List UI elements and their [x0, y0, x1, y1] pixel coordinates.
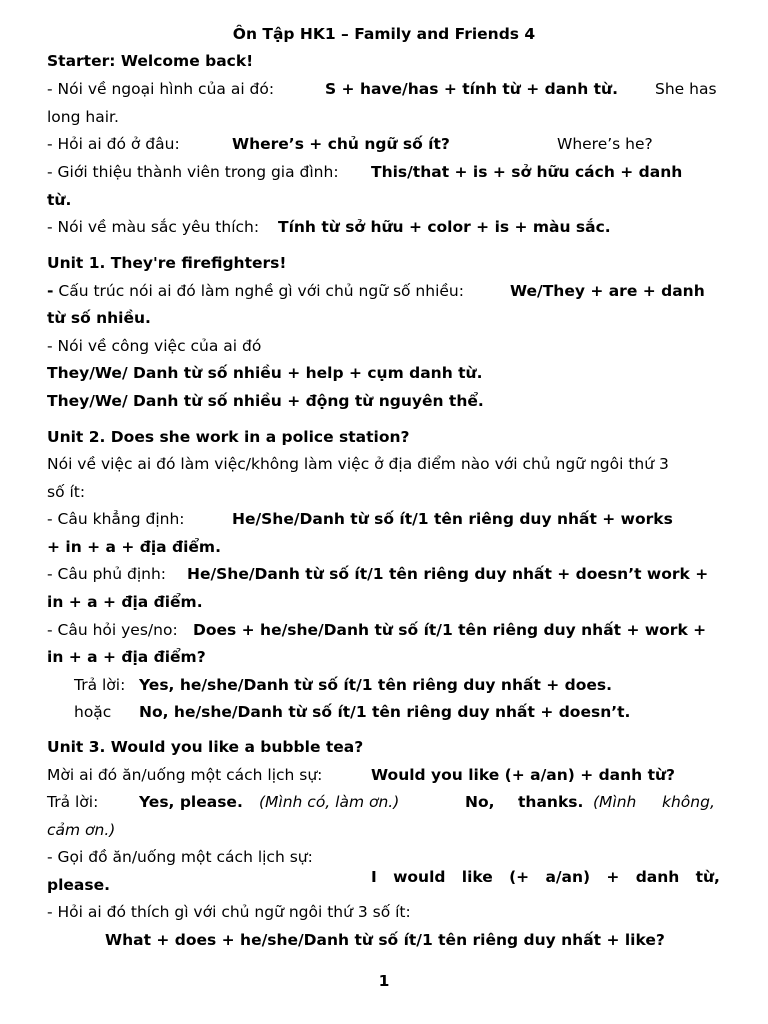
page-number: 1: [378, 972, 390, 990]
unit3-reply-line: [47, 792, 722, 812]
question-label: - Câu hỏi yes/no:: [47, 621, 178, 639]
where-formula: Where’s + chủ ngữ số ít?: [232, 135, 450, 153]
reply-label: Trả lời:: [47, 793, 99, 811]
answer-or-label: hoặc: [74, 703, 112, 721]
order-label: - Gọi đồ ăn/uống một cách lịch sự:: [47, 848, 313, 866]
negative-label: - Câu phủ định:: [47, 565, 167, 583]
starter-heading: Starter: Welcome back!: [47, 52, 254, 70]
reply-no-note-cont: cảm ơn.): [47, 821, 116, 839]
negative-formula: He/She/Danh từ số ít/1 tên riêng duy nhất + doesn’t work +: [187, 565, 709, 583]
document-title: Ôn Tập HK1 – Family and Friends 4: [232, 25, 536, 43]
question-formula-cont: in + a + địa điểm?: [47, 648, 206, 666]
unit2-question-line: [47, 620, 722, 640]
answer-yes: Yes, he/she/Danh từ số ít/1 tên riêng duy nhất + does.: [139, 676, 612, 694]
order-word: like: [461, 868, 493, 886]
unit2-intro: Nói về việc ai đó làm việc/không làm việc ở địa điểm nào với chủ ngữ ngôi thứ 3: [47, 455, 669, 473]
order-word: would: [393, 868, 446, 886]
family-formula-cont: từ.: [47, 191, 72, 209]
unit1-structure-line: [47, 281, 722, 301]
unit1-pattern-verb: They/We/ Danh từ số nhiều + động từ nguyên thể.: [47, 392, 484, 410]
unit2-affirmative-line: [47, 509, 722, 529]
unit1-pattern-help: They/We/ Danh từ số nhiều + help + cụm danh từ.: [47, 364, 483, 382]
order-word: (+: [509, 868, 530, 886]
unit1-work-label: - Nói về công việc của ai đó: [47, 337, 262, 355]
reply-no: No,: [465, 793, 495, 811]
question-formula: Does + he/she/Danh từ số ít/1 tên riêng duy nhất + work +: [193, 621, 707, 639]
starter-family-line: [47, 162, 722, 182]
order-word: danh: [635, 868, 680, 886]
negative-formula-cont: in + a + địa điểm.: [47, 593, 203, 611]
structure-label: Cấu trúc nói ai đó làm nghề gì với chủ ngữ số nhiều:: [58, 282, 464, 300]
unit2-negative-line: [47, 564, 722, 584]
affirmative-formula: He/She/Danh từ số ít/1 tên riêng duy nhất + works: [232, 510, 673, 528]
unit1-heading: Unit 1. They're firefighters!: [47, 254, 287, 272]
invite-formula: Would you like (+ a/an) + danh từ?: [371, 766, 676, 784]
structure-dash: -: [47, 282, 54, 300]
color-formula: Tính từ sở hữu + color + is + màu sắc.: [278, 218, 611, 236]
order-word: từ,: [695, 868, 720, 886]
appearance-example-cont: long hair.: [47, 108, 119, 126]
reply-no-note-2: không,: [662, 793, 715, 811]
order-word: I: [371, 868, 377, 886]
affirmative-formula-cont: + in + a + địa điểm.: [47, 538, 221, 556]
starter-color-line: [47, 217, 722, 237]
reply-no-note: (Mình: [593, 793, 637, 811]
family-label: - Giới thiệu thành viên trong gia đình:: [47, 163, 339, 181]
starter-where-line: [47, 134, 722, 154]
structure-formula: We/They + are + danh: [510, 282, 705, 300]
order-word: +: [606, 868, 620, 886]
affirmative-label: - Câu khẳng định:: [47, 510, 185, 528]
reply-yes: Yes, please.: [139, 793, 243, 811]
unit2-heading: Unit 2. Does she work in a police station?: [47, 428, 410, 446]
unit2-intro-cont: số ít:: [47, 483, 86, 501]
answer-no: No, he/she/Danh từ số ít/1 tên riêng duy nhất + doesn’t.: [139, 703, 631, 721]
unit3-invite-line: [47, 765, 722, 785]
reply-thanks: thanks.: [518, 793, 584, 811]
appearance-example: She has: [655, 80, 717, 98]
order-word: a/an): [545, 868, 591, 886]
invite-label: Mời ai đó ăn/uống một cách lịch sự:: [47, 766, 323, 784]
starter-appearance-line: [47, 79, 722, 99]
reply-yes-note: (Mình có, làm ơn.): [259, 793, 400, 811]
where-example: Where’s he?: [557, 135, 653, 153]
appearance-label: - Nói về ngoại hình của ai đó:: [47, 80, 275, 98]
where-label: - Hỏi ai đó ở đâu:: [47, 135, 180, 153]
unit3-heading: Unit 3. Would you like a bubble tea?: [47, 738, 364, 756]
unit3-likes-label: - Hỏi ai đó thích gì với chủ ngữ ngôi thứ 3 số ít:: [47, 903, 411, 921]
answer-label: Trả lời:: [74, 676, 126, 694]
structure-formula-cont: từ số nhiều.: [47, 309, 151, 327]
order-formula-cont: please.: [47, 876, 111, 894]
unit3-likes-formula: What + does + he/she/Danh từ số ít/1 tên riêng duy nhất + like?: [105, 931, 665, 949]
color-label: - Nói về màu sắc yêu thích:: [47, 218, 260, 236]
family-formula: This/that + is + sở hữu cách + danh: [371, 163, 683, 181]
appearance-formula: S + have/has + tính từ + danh từ.: [325, 80, 618, 98]
